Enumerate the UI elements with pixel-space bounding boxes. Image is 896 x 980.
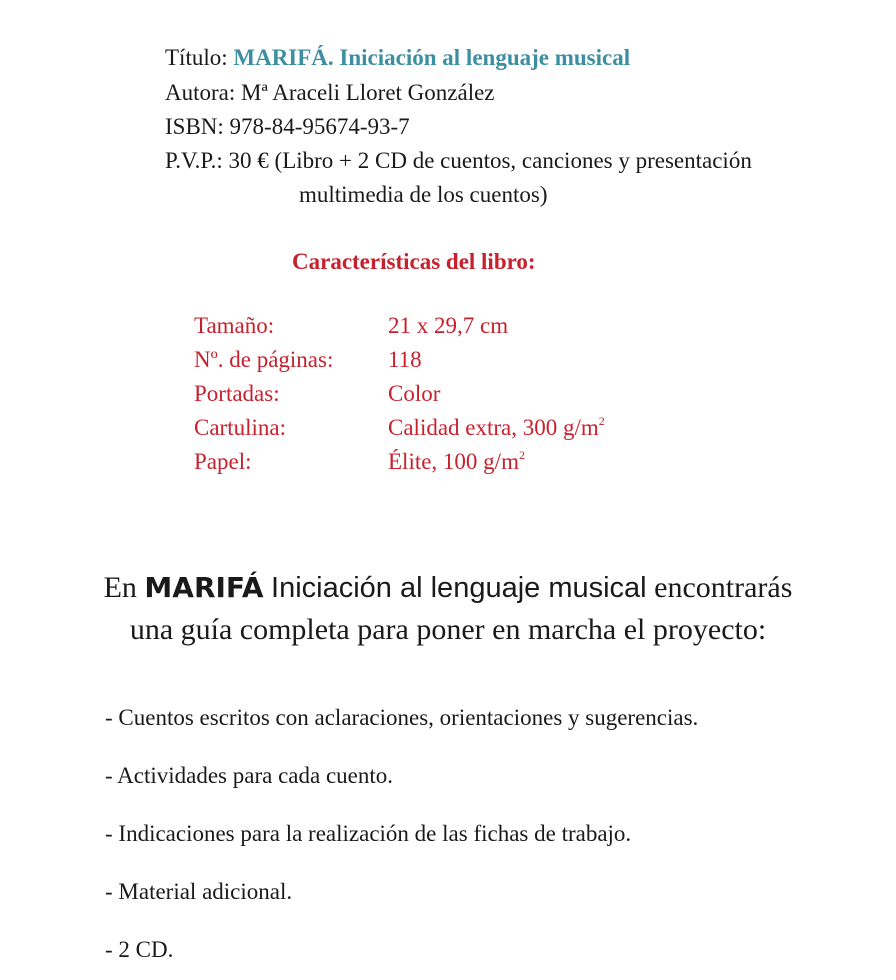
list-item: - Cuentos escritos con aclaraciones, orientaciones y sugerencias. [105,705,699,730]
spec-value [388,347,422,373]
characteristics-heading: Características del libro: [292,249,536,274]
price-note: (Libro + 2 CD de cuentos, canciones y presentación [274,148,752,173]
title-label: Título: [165,45,228,70]
brand-name: MARIFÁ [144,571,264,604]
intro-prefix: En [103,571,137,604]
spec-value [388,381,440,407]
author-value: Mª Araceli Lloret González [241,80,495,105]
title-line [165,44,630,72]
price-label: P.V.P.: [165,148,223,173]
isbn-line [165,113,410,141]
spec-superscript: 2 [598,414,605,428]
spec-value [388,449,525,475]
author-label: Autora: [165,80,236,105]
isbn-label: ISBN: [165,114,224,139]
spec-superscript: 2 [518,448,525,462]
spec-value-text: Color [388,381,441,406]
book-title: MARIFÁ. Iniciación al lenguaje musical [233,45,631,70]
list-item: - Actividades para cada cuento. [105,763,394,788]
spec-value [388,313,508,339]
spec-label: Tamaño: [194,313,275,338]
intro-suffix: encontrarás [654,571,793,604]
list-item: - Material adicional. [105,879,293,904]
intro-line-2: una guía completa para poner en marcha el proyecto: [129,613,767,646]
list-item: - 2 CD. [105,937,174,962]
spec-value-text: 118 [388,347,422,372]
spec-value-text: Calidad extra, 300 g/m [388,415,599,440]
spec-value-text: Élite, 100 g/m [388,449,519,474]
spec-label: Portadas: [194,381,280,406]
spec-label: Papel: [194,449,252,474]
spec-label: Nº. de páginas: [194,347,334,372]
price-line [165,147,752,175]
author-line [165,79,495,107]
spec-value [388,415,605,441]
spec-value-text: 21 x 29,7 cm [388,313,509,338]
list-item: - Indicaciones para la realización de las fichas de trabajo. [105,821,632,846]
spec-label: Cartulina: [194,415,286,440]
price-note-continued: multimedia de los cuentos) [299,182,548,207]
intro-subtitle: Iniciación al lenguaje musical [271,572,647,604]
price-value: 30 € [228,148,269,173]
isbn-value: 978-84-95674-93-7 [229,114,410,139]
intro-line-1 [0,570,896,606]
